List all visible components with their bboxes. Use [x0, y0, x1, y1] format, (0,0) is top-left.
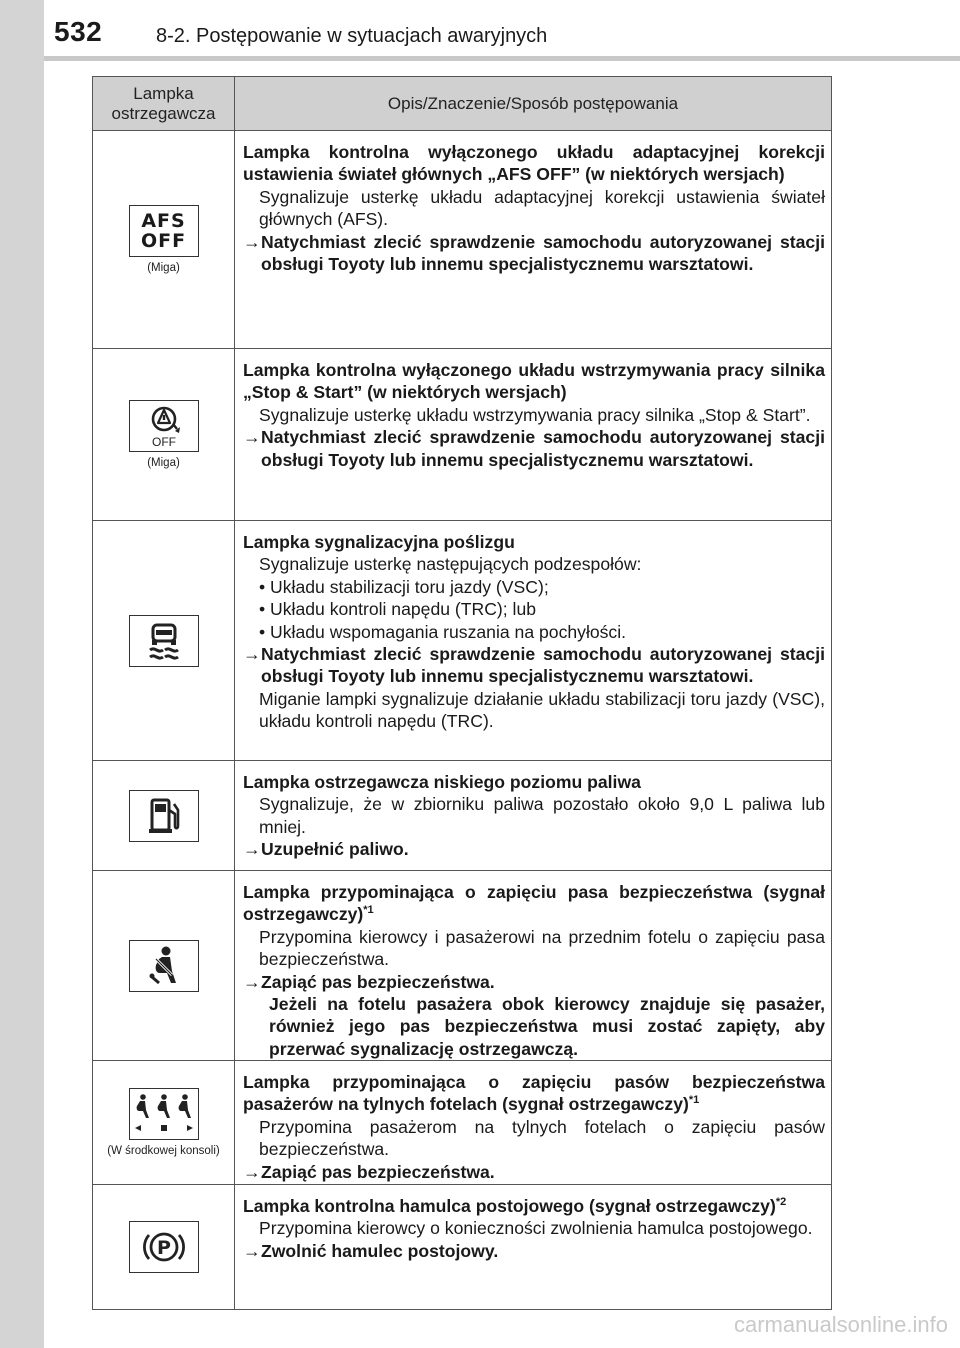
arrow-icon: → [243, 427, 261, 448]
header-rule [44, 56, 960, 61]
icon-note: (Miga) [147, 457, 180, 469]
table-header [93, 77, 831, 131]
row-title [243, 1071, 825, 1116]
action-text: Natychmiast zlecić sprawdzenie samochodu autoryzowanej stacji obsługi Toyoty lub innemu specjalistycznemu warsztatowi. [261, 644, 825, 687]
warning-lights-table [92, 76, 832, 1310]
lamp-cell [93, 871, 235, 1060]
arrow-icon: → [243, 1161, 261, 1182]
arrow-icon: → [243, 644, 261, 665]
slip-indicator-icon [129, 615, 199, 667]
description-cell [235, 521, 831, 760]
table-row [93, 761, 831, 871]
row-title [243, 881, 825, 926]
svg-text:P: P [156, 1237, 171, 1259]
arrow-icon: → [243, 971, 261, 992]
lamp-cell [93, 349, 235, 520]
row-action [243, 231, 825, 276]
action-text: Uzupełnić paliwo. [261, 839, 409, 860]
row-description: Przypomina kierowcy i pasażerowi na przednim fotelu o zapięciu pasa bezpieczeństwa. [259, 926, 825, 970]
action-text: Zapiąć pas bezpieczeństwa. [261, 1161, 495, 1182]
stop-start-off-icon [129, 400, 199, 452]
row-description: Sygnalizuje usterkę następujących podzespołów: [259, 554, 642, 575]
action-text: Zwolnić hamulec postojowy. [261, 1240, 499, 1261]
list-item: • Układu wspomagania ruszania na pochyłości. [259, 621, 627, 642]
fuel-pump-icon [129, 790, 199, 842]
row-title-text: Lampka kontrolna hamulca postojowego (sygnał ostrzegawczy) [243, 1196, 776, 1216]
parking-brake-icon [129, 1221, 199, 1273]
footnote-ref: *2 [775, 1196, 787, 1209]
afs-icon-line2: OFF [140, 230, 187, 252]
table-row [93, 871, 831, 1061]
row-description: Sygnalizuje, że w zbiorniku paliwa pozostało około 9,0 L paliwa lub mniej. [259, 794, 825, 837]
row-description: Sygnalizuje usterkę układu adaptacyjnej korekcji ustawienia świateł głównych (AFS). [259, 186, 825, 230]
description-cell [235, 349, 831, 520]
row-title [243, 1195, 825, 1217]
lamp-cell [93, 131, 235, 348]
section-title: 8-2. Postępowanie w sytuacjach awaryjnych [156, 25, 548, 47]
footnote-ref: *1 [363, 904, 374, 917]
action-text: Natychmiast zlecić sprawdzenie samochodu autoryzowanej stacji obsługi Toyoty lub innemu specjalistycznemu warsztatowi. [261, 427, 825, 470]
row-title: Lampka kontrolna wyłączonego układu adaptacyjnej korekcji ustawienia świateł głównych „AFS OFF” (w niektórych wersjach) [243, 142, 825, 185]
off-label: OFF [151, 435, 176, 448]
row-description: Przypomina kierowcy o konieczności zwolnienia hamulca postojowego. [259, 1218, 813, 1239]
afs-off-icon [129, 205, 199, 257]
description-cell [235, 1185, 831, 1309]
row-action [243, 1161, 825, 1183]
afs-icon-line1: AFS [141, 210, 186, 232]
column-header-description: Opis/Znaczenie/Sposób postępowania [387, 93, 679, 113]
table-row [93, 1185, 831, 1309]
list-item: • Układu kontroli napędu (TRC); lub [259, 599, 537, 620]
description-cell [235, 131, 831, 348]
column-header-lamp: Lampka ostrzegawcza [93, 77, 235, 130]
icon-note: (Miga) [147, 262, 180, 274]
row-action [243, 838, 825, 860]
description-cell [235, 871, 831, 1060]
lamp-cell [93, 761, 235, 870]
page-number: 532 [54, 16, 103, 47]
footnote-ref: *1 [688, 1094, 700, 1107]
lamp-cell [93, 1185, 235, 1309]
row-subnote: Jeżeli na fotelu pasażera obok kierowcy znajduje się pasażer, również jego pas bezpieczeństwa musi zostać zapięty, aby przerwać sygnalizację ostrzegawczą. [269, 994, 825, 1059]
row-title: Lampka kontrolna wyłączonego układu wstrzymywania pracy silnika „Stop & Start” (w niektórych wersjach) [243, 360, 825, 403]
row-title: Lampka ostrzegawcza niskiego poziomu paliwa [243, 772, 641, 792]
rear-seatbelt-icon [129, 1088, 199, 1140]
row-title-text: Lampka przypominająca o zapięciu pasów bezpieczeństwa pasażerów na tylnych fotelach (sygnał ostrzegawczy) [243, 1072, 825, 1115]
table-row [93, 131, 831, 349]
list-item: • Układu stabilizacji toru jazdy (VSC); [259, 576, 549, 597]
row-action [243, 643, 825, 688]
row-title-text: Lampka przypominająca o zapięciu pasa bezpieczeństwa (sygnał ostrzegawczy) [243, 882, 825, 925]
row-title: Lampka sygnalizacyjna poślizgu [243, 532, 515, 552]
description-cell [235, 761, 831, 870]
icon-note: (W środkowej konsoli) [107, 1145, 220, 1157]
row-action [243, 971, 825, 993]
arrow-icon: → [243, 839, 261, 860]
lamp-cell [93, 521, 235, 760]
table-row [93, 521, 831, 761]
description-cell [235, 1061, 831, 1184]
action-text: Natychmiast zlecić sprawdzenie samochodu autoryzowanej stacji obsługi Toyoty lub innemu specjalistycznemu warsztatowi. [261, 231, 825, 275]
lamp-cell [93, 1061, 235, 1184]
row-description: Przypomina pasażerom na tylnych fotelach o zapięciu pasów bezpieczeństwa. [259, 1116, 825, 1160]
row-note: Miganie lampki sygnalizuje działanie układu stabilizacji toru jazdy (VSC), układu kontroli napędu (TRC). [259, 688, 825, 732]
page-side-tab [0, 0, 44, 1348]
seatbelt-icon [129, 940, 199, 992]
table-row [93, 1061, 831, 1185]
row-action [243, 426, 825, 471]
arrow-icon: → [243, 1240, 261, 1261]
arrow-icon: → [243, 231, 261, 252]
watermark: carmanualsonline.info [733, 1312, 948, 1337]
table-row [93, 349, 831, 521]
action-text: Zapiąć pas bezpieczeństwa. [261, 971, 495, 992]
row-action [243, 1240, 825, 1262]
row-description: Sygnalizuje usterkę układu wstrzymywania pracy silnika „Stop & Start”. [259, 404, 811, 425]
